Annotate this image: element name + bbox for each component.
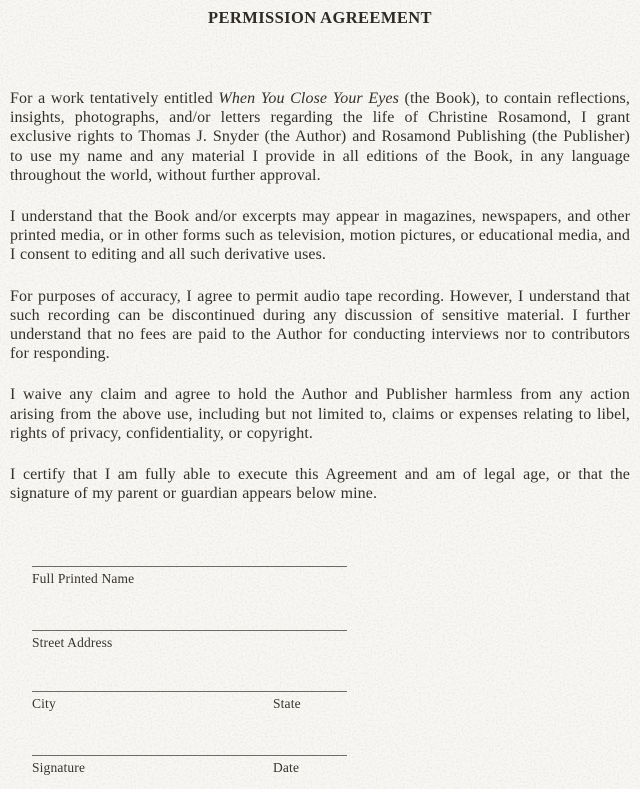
book-title: When You Close Your Eyes	[218, 90, 399, 107]
field-label-state: State	[273, 696, 301, 711]
field-label-date: Date	[273, 760, 300, 775]
agreement-body	[10, 89, 630, 525]
document-title: PERMISSION AGREEMENT	[208, 8, 432, 27]
form-field-full-printed-name	[32, 566, 347, 587]
paragraph-legal-age: I certify that I am fully able to execute this Agreement and am of legal age, or that the signature of my parent or guardian appears below mine.	[10, 466, 630, 503]
field-label-signature: Signature	[32, 760, 86, 775]
paragraph-audio-recording: For purposes of accuracy, I agree to permit audio tape recording. However, I understand that such recording can be discontinued during any discussion of sensitive material. I further understand that no fees are paid to the Author for conducting interviews nor to contributors for responding.	[10, 287, 630, 363]
form-field-street-address	[32, 630, 347, 651]
paragraph-work-entitled	[10, 89, 630, 185]
field-label-full-printed-name: Full Printed Name	[32, 571, 135, 586]
form-field-city-state	[32, 691, 347, 712]
paragraph-liability-waiver: I waive any claim and agree to hold the Author and Publisher harmless from any action arising from the above use, including but not limited to, claims or expenses relating to libel, rights of privacy, confidentiality, or copyright.	[10, 386, 630, 442]
paragraph-text-segment: For a work tentatively entitled	[10, 90, 219, 107]
form-field-signature-date	[32, 755, 347, 776]
field-label-city: City	[32, 696, 56, 711]
field-label-street-address: Street Address	[32, 635, 113, 650]
paragraph-text-segment: (the Book), to contain reflections, insights, photographs, and/or letters regarding the life of Christine Rosamond, I grant exclusive rights to Thomas J. Snyder (the Author) and Rosamond Publishing (the Publisher) to use my name and any material I provide in all editions of the Book, in any language throughout the world, without further approval.	[10, 90, 630, 184]
paragraph-media-appearance: I understand that the Book and/or excerpts may appear in magazines, newspapers, and other printed media, or in other forms such as television, motion pictures, or educational media, and I consent to editing and all such derivative uses.	[10, 208, 630, 264]
